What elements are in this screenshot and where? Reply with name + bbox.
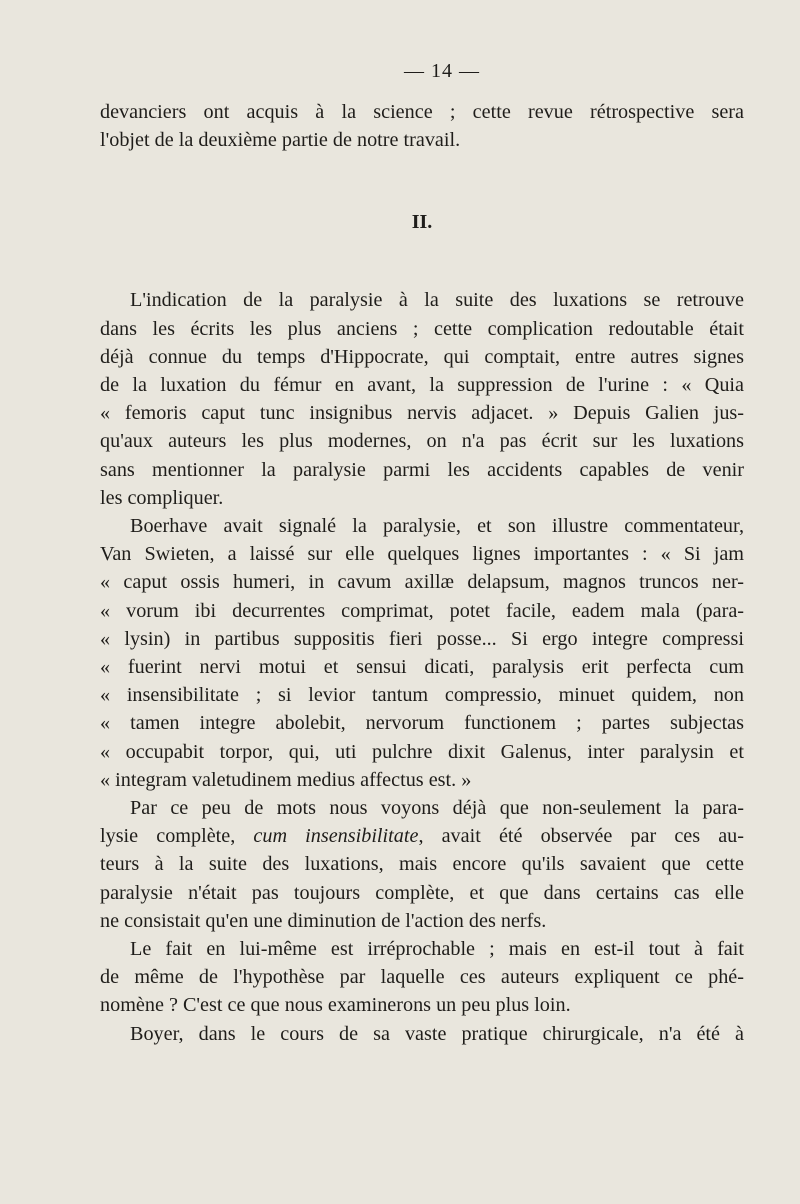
text-line (100, 822, 744, 850)
text-line: Boyer, dans le cours de sa vaste pratique chirurgicale, n'a été à (130, 1022, 744, 1045)
text-line: ne consistait qu'en une diminution de l'action des nerfs. (100, 909, 547, 932)
paragraph-2 (100, 512, 744, 794)
text-line: qu'aux auteurs les plus modernes, on n'a pas écrit sur les luxations (100, 430, 744, 453)
text-line: dans les écrits les plus anciens ; cette complication redoutable était (100, 317, 744, 340)
text-segment: lysie complète, (100, 825, 254, 848)
text-line: « vorum ibi decurrentes comprimat, potet facile, eadem mala (para- (100, 599, 744, 622)
text-line: « caput ossis humeri, in cavum axillæ delapsum, magnos truncos ner- (100, 571, 744, 594)
section-number: II. (411, 211, 433, 234)
text-line: « occupabit torpor, qui, uti pulchre dixit Galenus, inter paralysin et (100, 740, 744, 763)
text-line: « fuerint nervi motui et sensui dicati, paralysis erit perfecta cum (100, 656, 744, 679)
paragraph-5 (100, 1020, 744, 1048)
intro-paragraph (100, 98, 744, 154)
text-line: déjà connue du temps d'Hippocrate, qui comptait, entre autres signes (100, 345, 744, 368)
paragraph-4 (100, 935, 744, 1020)
text-segment: , avait été observée par ces au- (418, 825, 744, 848)
paragraph-1 (100, 286, 744, 512)
text-line: nomène ? C'est ce que nous examinerons un peu plus loin. (100, 994, 571, 1017)
paragraph-3 (100, 794, 744, 935)
text-line: de même de l'hypothèse par laquelle ces auteurs expliquent ce phé- (100, 966, 744, 989)
text-line: paralysie n'était pas toujours complète, et que dans certains cas elle (100, 881, 744, 904)
text-line: « insensibilitate ; si levior tantum compressio, minuet quidem, non (100, 684, 744, 707)
text-line: Le fait en lui-même est irréprochable ; mais en est-il tout à fait (130, 938, 744, 961)
text-line: « femoris caput tunc insignibus nervis adjacet. » Depuis Galien jus- (100, 402, 744, 425)
text-line: Van Swieten, a laissé sur elle quelques lignes importantes : « Si jam (100, 543, 744, 566)
text-line: teurs à la suite des luxations, mais encore qu'ils savaient que cette (100, 853, 744, 876)
text-line: « lysin) in partibus suppositis fieri posse... Si ergo integre compressi (100, 627, 744, 650)
text-line: sans mentionner la paralysie parmi les accidents capables de venir (100, 458, 744, 481)
latin-phrase: cum insensibilitate (253, 825, 419, 848)
text-line: L'indication de la paralysie à la suite des luxations se retrouve (130, 289, 744, 312)
text-line: « tamen integre abolebit, nervorum functionem ; partes subjectas (100, 712, 744, 735)
text-line: les compliquer. (100, 486, 224, 509)
text-line: Boerhave avait signalé la paralysie, et son illustre commentateur, (130, 515, 744, 538)
text-line: Par ce peu de mots nous voyons déjà que non-seulement la para- (130, 797, 744, 820)
text-line: devanciers ont acquis à la science ; cette revue rétrospective sera (100, 101, 744, 123)
text-line: « integram valetudinem medius affectus est. » (100, 768, 472, 791)
text-line: de la luxation du fémur en avant, la suppression de l'urine : « Quia (100, 374, 744, 397)
text-line: l'objet de la deuxième partie de notre travail. (100, 129, 461, 152)
page-header: — 14 — (404, 60, 480, 82)
